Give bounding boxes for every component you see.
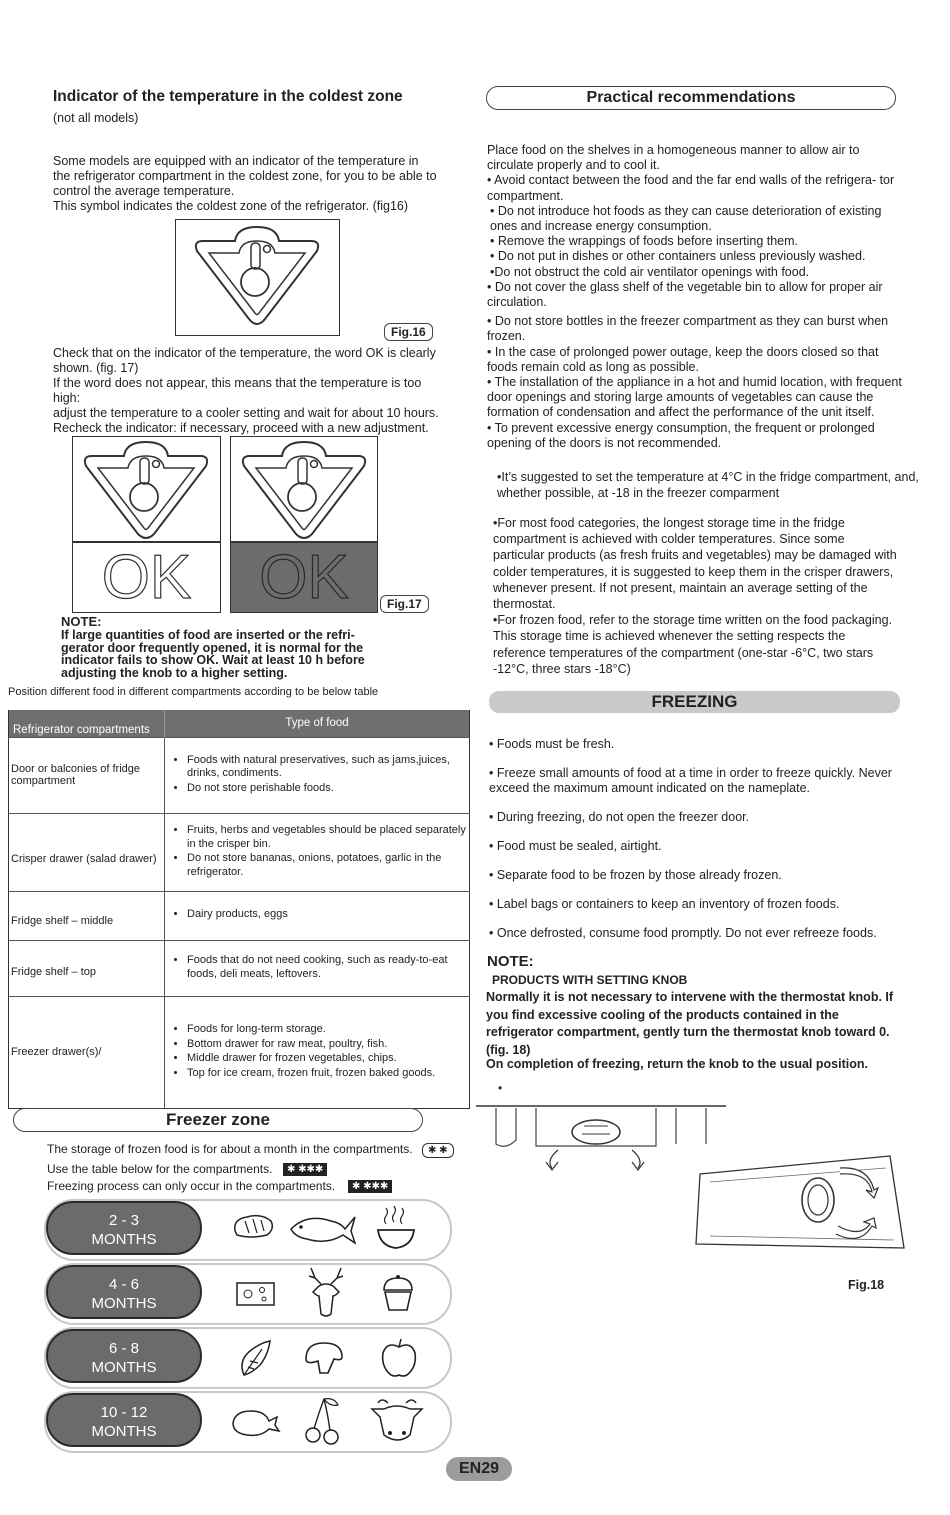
food-item: • Foods with natural preservatives, such as jams,juices, drinks, condiments. (187, 754, 467, 781)
table-row (9, 940, 470, 996)
four-star-badge: ✱ ✱✱✱ (283, 1163, 327, 1176)
vegetable-icon (236, 1337, 276, 1379)
table-cell-food (165, 996, 470, 1108)
intro-line: This symbol indicates the coldest zone of the refrigerator. (fig16) (53, 199, 409, 213)
indicator-subheading: (not all models) (53, 111, 139, 125)
check-line: Check that on the indicator of the temperature, the word OK is clearly (53, 346, 436, 360)
recommendation-item: • Do not cover the glass shelf of the vegetable bin to allow for proper air circulation. (487, 279, 883, 310)
recommendation-item: • Remove the wrappings of foods before inserting them. (490, 234, 799, 249)
position-food-text: Position different food in different compartments according to be below table (8, 686, 379, 698)
temperature-indicator-symbols (72, 436, 378, 542)
table-cell-compartment: Freezer drawer(s)/ (9, 996, 165, 1108)
freezing-item: • Label bags or containers to keep an inventory of frozen foods. (489, 897, 840, 911)
four-star-badge: ✱ ✱✱✱ (348, 1180, 392, 1193)
freezing-item: • Once defrosted, consume food promptly. Do not ever refreeze foods. (489, 926, 877, 940)
food-item: • Bottom drawer for raw meat, poultry, fish. (187, 1038, 467, 1052)
food-item: • Middle drawer for frozen vegetables, chips. (187, 1052, 467, 1066)
check-line: high: (53, 391, 81, 405)
note-line: indicator fails to show OK. Wait at least 10 h before (61, 653, 365, 667)
food-item: • Do not store perishable foods. (187, 782, 467, 796)
recommendation-item: • In the case of prolonged power outage, keep the doors closed so that foods remain cold as long as possible. (487, 344, 879, 374)
recommendation-item: • To prevent excessive energy consumption, the frequent or prolonged opening of the doors is not recommended. (487, 420, 875, 450)
months-unit: MONTHS (91, 1423, 157, 1440)
months-range: 10 - 12 (100, 1404, 148, 1421)
food-item: • Top for ice cream, frozen fruit, frozen baked goods. (187, 1067, 467, 1081)
months-range: 6 - 8 (108, 1340, 139, 1357)
freezing-item: • During freezing, do not open the freezer door. (489, 810, 750, 824)
table-cell-food (165, 737, 470, 813)
freezing-heading: FREEZING (489, 691, 900, 713)
ok-dark-panel: OK (230, 542, 378, 613)
two-star-badge: ✱ ✱ (422, 1143, 454, 1158)
months-range: 4 - 6 (108, 1276, 139, 1293)
food-item: • Dairy products, eggs (187, 908, 467, 922)
fig18-label: Fig.18 (848, 1278, 885, 1292)
months-unit: MONTHS (91, 1231, 157, 1248)
coldest-zone-symbol-fig16 (175, 219, 340, 336)
ok-indicator-fig17 (72, 436, 378, 613)
table-cell-food (165, 891, 470, 940)
table-header-food-type: Type of food (165, 710, 470, 737)
intro-line: the refrigerator compartment in the coldest zone, for you to be able to (53, 169, 437, 183)
bread-icon (231, 1209, 276, 1245)
practical-recommendations-heading: Practical recommendations (486, 86, 896, 110)
months-pill (46, 1329, 202, 1383)
thermostat-note-end: On completion of freezing, return the knob to the usual position. (486, 1057, 868, 1071)
cupcake-icon (380, 1274, 416, 1314)
food-item: • Do not store bananas, onions, potatoes, garlic in the refrigerator. (187, 852, 467, 879)
freezing-item: • Foods must be fresh. (489, 737, 615, 751)
stray-bullet: • (498, 1081, 503, 1095)
recommendation-item: •Do not obstruct the cold air ventilator openings with food. (490, 264, 810, 279)
months-unit: MONTHS (91, 1295, 157, 1312)
freezing-list (489, 737, 909, 941)
fig17-label: Fig.17 (380, 595, 429, 613)
indicator-heading: Indicator of the temperature in the coldest zone (53, 88, 403, 105)
ok-light-panel: OK (72, 542, 221, 613)
cheese-icon (234, 1279, 279, 1309)
chicken-icon (229, 1405, 281, 1439)
freezer-zone-heading: Freezer zone (13, 1108, 423, 1132)
months-pill (46, 1265, 202, 1319)
months-unit: MONTHS (91, 1359, 157, 1376)
mushroom-icon (302, 1339, 347, 1377)
temperature-suggestion: •It’s suggested to set the temperature at 4°C in the fridge compartment, and, whether possible, at -18 in the freezer comparment (497, 470, 919, 500)
freezer-zone-line3: Freezing process can only occur in the compartments. (47, 1179, 336, 1193)
freezing-item: • Separate food to be frozen by those already frozen. (489, 868, 782, 882)
table-row (9, 737, 470, 813)
apple-icon (379, 1337, 419, 1379)
page-number: EN29 (446, 1457, 512, 1481)
intro-line: Some models are equipped with an indicator of the temperature in (53, 154, 419, 168)
table-row (9, 996, 470, 1108)
storage-time-paragraph (493, 515, 897, 677)
storage-row-2-3-months (44, 1199, 452, 1261)
months-pill (46, 1201, 202, 1255)
left-note-body (61, 629, 461, 679)
recommendation-item: • The installation of the appliance in a hot and humid location, with frequent door openings and storing large amounts of vegetables can cause the formation of condensation and affect the performance of the unit itself. (487, 375, 902, 420)
recommendation-item: • Do not store bottles in the freezer compartment as they can burst when frozen. (487, 314, 889, 344)
thermostat-knob-side-view (690, 1148, 912, 1266)
cherries-icon (302, 1395, 342, 1447)
table-header-compartments: Refrigerator compartments (9, 710, 165, 737)
thermostat-note-body: Normally it is not necessary to intervene with the thermostat knob. If you find excessive cooling of the products contained in the refrigerator compartment, gently turn the thermostat knob toward 0. (fig. 18) (486, 990, 894, 1057)
left-note-title: NOTE: (61, 614, 102, 629)
table-cell-compartment: Door or balconies of fridge compartment (9, 737, 165, 813)
intro-line: control the average temperature. (53, 184, 235, 198)
check-line: shown. (fig. 17) (53, 361, 139, 375)
freezer-zone-line1: The storage of frozen food is for about a month in the compartments. (47, 1142, 413, 1156)
table-cell-compartment: Fridge shelf – middle (9, 891, 165, 940)
months-pill (46, 1393, 202, 1447)
table-cell-compartment: Fridge shelf – top (9, 940, 165, 996)
cow-icon (368, 1395, 426, 1447)
table-cell-compartment: Crisper drawer (salad drawer) (9, 813, 165, 891)
food-item: • Foods for long-term storage. (187, 1023, 467, 1037)
note-line: gerator door frequently opened, it is normal for the (61, 640, 364, 655)
note-line: If large quantities of food are inserted or the refri- (61, 628, 355, 642)
setting-knob-subheading: PRODUCTS WITH SETTING KNOB (492, 973, 688, 987)
table-row (9, 813, 470, 891)
freezing-item: • Freeze small amounts of food at a time in order to freeze quickly. Never exceed the maximum amount indicated on the nameplate. (489, 766, 892, 795)
storage-text: •For frozen food, refer to the storage time written on the food packaging. This storage time is achieved whenever the setting respects the reference temperatures of the compartment (one-star -6°C, two stars -12°C, three stars -18°C) (493, 613, 893, 676)
storage-row-4-6-months (44, 1263, 452, 1325)
recommendation-item: Place food on the shelves in a homogeneous manner to allow air to circulate properly and to cool it. (487, 143, 860, 173)
fig16-label: Fig.16 (384, 323, 433, 341)
check-line: adjust the temperature to a cooler setting and wait for about 10 hours. (53, 406, 439, 420)
indicator-intro (53, 154, 463, 214)
recommendation-item: • Do not introduce hot foods as they can cause deterioration of existing ones and increase energy consumption. (490, 203, 882, 234)
recommendation-item: • Avoid contact between the food and the far end walls of the refrigera- tor compartment. (487, 173, 895, 203)
table-cell-food (165, 940, 470, 996)
food-item: • Foods that do not need cooking, such as ready-to-eat foods, deli meats, leftovers. (187, 954, 467, 981)
practical-recommendations-list (487, 143, 905, 451)
thermostat-knob-top-view (476, 1104, 726, 1174)
recommendation-item: • Do not put in dishes or other containers unless previously washed. (490, 249, 866, 264)
table-row (9, 891, 470, 940)
check-line: Recheck the indicator: if necessary, proceed with a new adjustment. (53, 421, 429, 435)
freezer-zone-line2: Use the table below for the compartments. (47, 1162, 273, 1176)
compartment-food-table (8, 710, 470, 1109)
note-line: adjusting the knob to a higher setting. (61, 665, 288, 680)
fish-icon (287, 1207, 357, 1247)
table-cell-food (165, 813, 470, 891)
storage-row-10-12-months (44, 1391, 452, 1453)
storage-row-6-8-months (44, 1327, 452, 1389)
months-range: 2 - 3 (108, 1212, 139, 1229)
storage-text: •For most food categories, the longest storage time in the fridge compartment is achieved with colder temperatures. Since some particular products (as fresh fruits and vegetables) may be damaged with colder temperatures, it is suggested to keep them in the crisper drawers, whenever present. If not present, maintain an average setting of the thermostat. (493, 516, 897, 612)
freezing-item: • Food must be sealed, airtight. (489, 839, 662, 853)
food-item: • Fruits, herbs and vegetables should be placed separately in the crisper bin. (187, 824, 467, 851)
indicator-check-text (53, 346, 473, 436)
deer-icon (301, 1266, 351, 1320)
right-note-title: NOTE: (487, 953, 534, 970)
soup-bowl-icon (376, 1204, 416, 1252)
check-line: If the word does not appear, this means that the temperature is too (53, 376, 422, 390)
